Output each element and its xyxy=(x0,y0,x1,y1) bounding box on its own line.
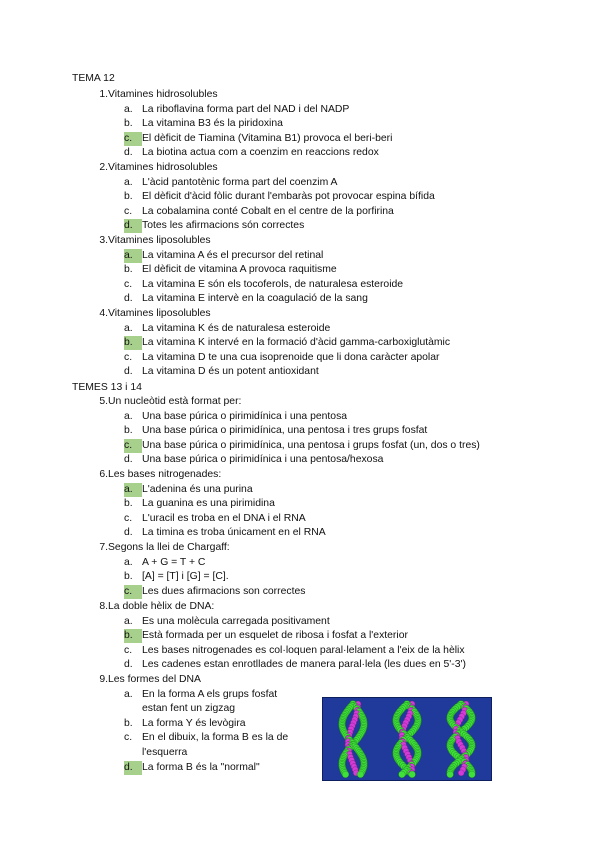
question-text: Un nucleòtid està format per: xyxy=(108,396,242,407)
answer-text: L'uracil es troba en el DNA i el RNA xyxy=(142,512,306,524)
answer-option xyxy=(124,263,337,277)
answer-text: [A] = [T] i [G] = [C]. xyxy=(142,571,229,583)
answer-text: En el dibuix, la forma B es la de xyxy=(142,732,289,744)
answer-option xyxy=(124,205,394,219)
answer-text: Una base púrica o pirimidínica, una pentosa i tres grups fosfat xyxy=(142,425,428,437)
answer-letter: d. xyxy=(124,527,133,539)
answer-option xyxy=(124,453,383,467)
answer-letter: c. xyxy=(124,512,133,524)
answer-letter: b. xyxy=(124,571,133,583)
answer-text: l'esquerra xyxy=(142,747,188,758)
answer-letter: b. xyxy=(124,191,133,203)
answer-text: estan fent un zigzag xyxy=(142,703,236,715)
answer-text: L'àcid pantotènic forma part del coenzim A xyxy=(142,176,338,188)
answer-option xyxy=(124,176,337,190)
answer-option xyxy=(124,190,435,204)
answer-text: La forma B és la "normal" xyxy=(142,761,260,773)
answer-option xyxy=(124,117,283,131)
answer-text: La biotina actua com a coenzim en reaccions redox xyxy=(142,147,379,159)
answer-option xyxy=(124,249,323,263)
answer-letter-marked: c. xyxy=(124,585,142,599)
dna-helix-2 xyxy=(393,701,422,778)
answer-text: Les dues afirmacions son correctes xyxy=(142,585,306,597)
answer-option xyxy=(124,658,466,672)
question-number: 4. xyxy=(99,308,108,319)
question-text: Vitamines hidrosolubles xyxy=(108,162,218,173)
answer-option xyxy=(124,761,260,775)
answer-text: El dèficit de Tiamina (Vitamina B1) provoca el beri-beri xyxy=(142,132,393,144)
answer-option xyxy=(124,644,465,658)
dna-helix-1 xyxy=(339,701,368,778)
answer-letter-marked: b. xyxy=(124,336,142,350)
section-title-tema-12: TEMA 12 xyxy=(72,73,115,84)
answer-option xyxy=(124,688,277,702)
answer-letter-marked: d. xyxy=(124,761,142,775)
answer-letter: c. xyxy=(124,278,133,290)
answer-option xyxy=(124,351,439,365)
answer-text: La timina es troba únicament en el RNA xyxy=(142,527,326,539)
answer-text: Una base púrica o pirimidínica, una pentosa i grups fosfat (un, dos o tres) xyxy=(142,439,480,451)
answer-text-continued xyxy=(142,746,187,760)
answer-letter: a. xyxy=(124,615,133,627)
answer-text: La vitamina E intervè en la coagulació de la sang xyxy=(142,293,368,305)
answer-letter: b. xyxy=(124,498,133,510)
answer-letter: d. xyxy=(124,147,133,159)
answer-letter-marked: c. xyxy=(124,132,142,146)
question-text: Vitamines hidrosolubles xyxy=(108,89,218,100)
answer-text: El dèficit de vitamina A provoca raquitisme xyxy=(142,264,337,276)
section-title-temes-13-14: TEMES 13 i 14 xyxy=(72,382,142,393)
dna-forms-image xyxy=(322,697,492,781)
answer-letter-marked: c. xyxy=(124,439,142,453)
answer-letter: a. xyxy=(124,410,133,422)
answer-option xyxy=(124,570,229,584)
question-text: Les formes del DNA xyxy=(108,674,201,685)
answer-option xyxy=(124,146,379,160)
answer-letter: d. xyxy=(124,293,133,305)
answer-option xyxy=(124,365,319,379)
answer-text: La vitamina B3 és la piridoxina xyxy=(142,118,283,130)
answer-letter-marked: a. xyxy=(124,483,142,497)
question-text: Les bases nitrogenades: xyxy=(108,469,222,480)
answer-option xyxy=(124,439,480,453)
answer-option xyxy=(124,615,330,629)
dna-helix-3 xyxy=(447,701,476,778)
question-text: Vitamines liposolubles xyxy=(108,308,211,319)
answer-letter: b. xyxy=(124,717,133,729)
question-number: 1. xyxy=(99,89,108,100)
answer-option xyxy=(124,410,347,424)
answer-letter: b. xyxy=(124,425,133,437)
answer-letter: a. xyxy=(124,103,133,115)
answer-text: La vitamina A és el precursor del retinal xyxy=(142,249,324,261)
answer-text: En la forma A els grups fosfat xyxy=(142,688,278,700)
answer-text: La guanina es una pirimidina xyxy=(142,498,275,510)
answer-letter: c. xyxy=(124,644,133,656)
question-text: Segons la llei de Chargaff: xyxy=(108,542,230,553)
question-number: 5. xyxy=(99,396,108,407)
question-number: 6. xyxy=(99,469,108,480)
answer-option xyxy=(124,336,450,350)
answer-text: La vitamina E són els tocoferols, de naturalesa esteroide xyxy=(142,278,404,290)
answer-text: La vitamina K intervé en la formació d'àcid gamma-carboxiglutàmic xyxy=(142,337,451,349)
answer-option xyxy=(124,219,304,233)
answer-option xyxy=(124,585,305,599)
answer-letter: a. xyxy=(124,322,133,334)
answer-option xyxy=(124,526,326,540)
answer-letter: a. xyxy=(124,176,133,188)
answer-text: La forma Y és levògira xyxy=(142,717,246,729)
answer-text: Les bases nitrogenades es col·loquen paral·lelament a l'eix de la hèlix xyxy=(142,644,465,656)
answer-letter: b. xyxy=(124,118,133,130)
answer-option xyxy=(124,132,392,146)
question-number: 2. xyxy=(99,162,108,173)
answer-text: Està formada per un esquelet de ribosa i fosfat a l'exterior xyxy=(142,630,408,642)
answer-option xyxy=(124,103,349,117)
answer-letter: c. xyxy=(124,732,133,744)
answer-option xyxy=(124,322,330,336)
answer-letter: d. xyxy=(124,454,133,466)
answer-text: Una base púrica o pirimidínica i una pentosa xyxy=(142,410,348,422)
answer-option xyxy=(124,483,253,497)
answer-option xyxy=(124,292,368,306)
question-number: 9. xyxy=(99,674,108,685)
answer-text: El dèficit d'àcid fòlic durant l'embaràs pot provocar espina bífida xyxy=(142,191,435,203)
question-number: 8. xyxy=(99,601,108,612)
answer-text: Totes les afirmacions són correctes xyxy=(142,220,305,232)
answer-letter: d. xyxy=(124,366,133,378)
answer-option xyxy=(124,278,403,292)
answer-option xyxy=(124,556,205,570)
answer-option xyxy=(124,424,427,438)
answer-text: La vitamina D és un potent antioxidant xyxy=(142,366,319,378)
answer-text-continued xyxy=(142,702,235,716)
answer-option xyxy=(124,512,306,526)
answer-text: La cobalamina conté Cobalt en el centre de la porfirina xyxy=(142,205,394,217)
answer-letter: b. xyxy=(124,264,133,276)
answer-text: La vitamina K és de naturalesa esteroide xyxy=(142,322,331,334)
answer-text: Les cadenes estan enrotllades de manera paral·lela (les dues en 5'-3') xyxy=(142,659,466,671)
question-number: 7. xyxy=(99,542,108,553)
answer-option xyxy=(124,497,275,511)
answer-letter: c. xyxy=(124,205,133,217)
answer-text: La riboflavina forma part del NAD i del NADP xyxy=(142,103,350,115)
answer-letter-marked: a. xyxy=(124,249,142,263)
answer-text: Una base púrica o pirimidínica i una pentosa/hexosa xyxy=(142,454,384,466)
question-text: La doble hèlix de DNA: xyxy=(108,601,215,612)
question-text: Vitamines liposolubles xyxy=(108,235,211,246)
answer-option xyxy=(124,717,246,731)
answer-letter-marked: d. xyxy=(124,219,142,233)
answer-letter: c. xyxy=(124,351,133,363)
answer-text: Es una molècula carregada positivament xyxy=(142,615,330,627)
answer-letter: a. xyxy=(124,688,133,700)
answer-letter-marked: b. xyxy=(124,629,142,643)
answer-letter: d. xyxy=(124,659,133,671)
answer-text: A + G = T + C xyxy=(142,556,206,568)
answer-text: La vitamina D te una cua isoprenoide que li dona caràcter apolar xyxy=(142,351,440,363)
answer-option xyxy=(124,629,408,643)
dna-helices-illustration xyxy=(323,698,491,780)
answer-text: L'adenina és una purina xyxy=(142,483,253,495)
answer-letter: a. xyxy=(124,556,133,568)
answer-option xyxy=(124,731,288,745)
question-number: 3. xyxy=(99,235,108,246)
